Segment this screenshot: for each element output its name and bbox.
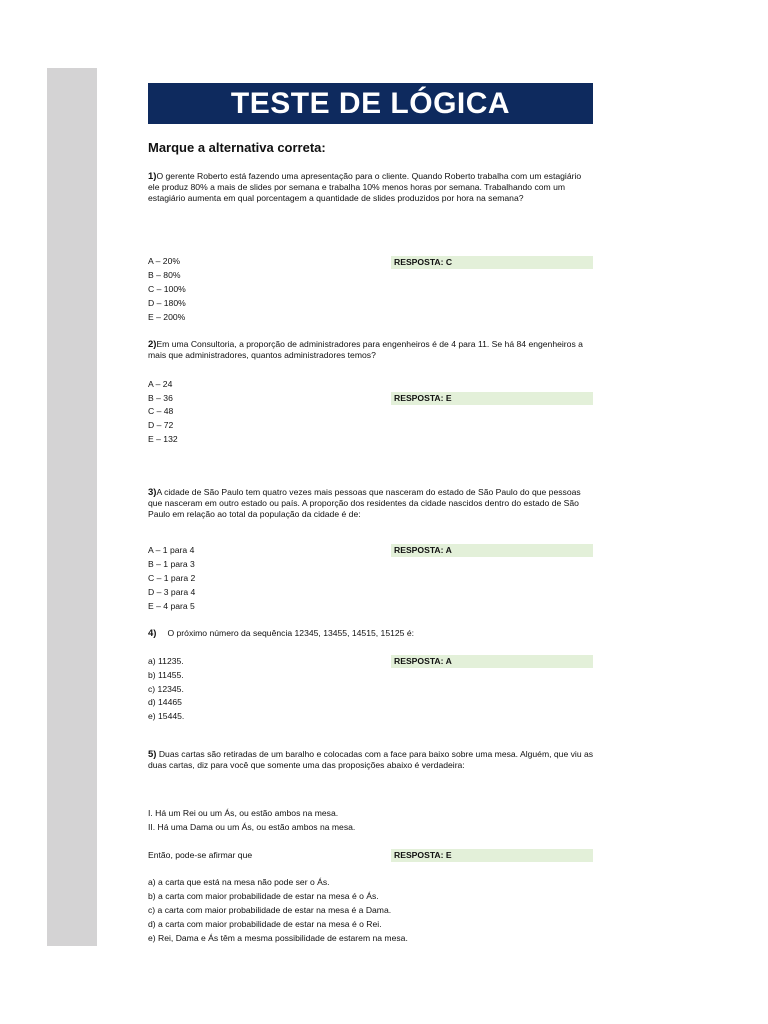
question-4-option: d) 14465 <box>148 697 182 707</box>
question-3-answer: RESPOSTA: A <box>391 544 593 557</box>
question-5-option: b) a carta com maior probabilidade de estar na mesa é o Ás. <box>148 891 379 901</box>
question-1-option: C – 100% <box>148 284 186 294</box>
question-number: 1) <box>148 171 157 182</box>
question-body: Duas cartas são retiradas de um baralho e colocadas com a face para baixo sobre uma mesa. Alguém, que viu as duas cartas, diz para você que somente uma das proposições abaixo é verdadeira: <box>148 749 594 771</box>
question-2-option: B – 36 <box>148 393 173 403</box>
question-2-option: C – 48 <box>148 406 174 416</box>
question-2-text <box>148 339 594 361</box>
question-2-option: E – 132 <box>148 434 178 444</box>
question-1-option: E – 200% <box>148 312 186 322</box>
question-5-statement: II. Há uma Dama ou um Ás, ou estão ambos na mesa. <box>148 822 356 832</box>
question-number: 5) <box>148 749 157 760</box>
question-3-option: E – 4 para 5 <box>148 601 195 611</box>
question-number: 4) <box>148 628 157 639</box>
question-5-answer: RESPOSTA: E <box>391 849 593 862</box>
question-5-option: a) a carta que está na mesa não pode ser o Ás. <box>148 877 330 887</box>
question-number: 2) <box>148 339 157 350</box>
question-5-option: e) Rei, Dama e Ás têm a mesma possibilidade de estarem na mesa. <box>148 933 408 943</box>
question-4-option: c) 12345. <box>148 684 184 694</box>
question-2-option: D – 72 <box>148 420 174 430</box>
question-5-statement: I. Há um Rei ou um Ás, ou estão ambos na mesa. <box>148 808 339 818</box>
question-1-answer: RESPOSTA: C <box>391 256 593 269</box>
question-1-option: D – 180% <box>148 298 186 308</box>
question-3-text <box>148 487 594 519</box>
question-1-text <box>148 171 594 203</box>
question-4-option: b) 11455. <box>148 670 184 680</box>
question-3-option: C – 1 para 2 <box>148 573 196 583</box>
question-body: O gerente Roberto está fazendo uma apresentação para o cliente. Quando Roberto trabalha com um estagiário ele produz 80% a mais de slides por semana e trabalha 10% menos horas por semana. Trabalhando com um estagiário aumenta em qual porcentagem a quantidade de slides produzidos por hora na semana? <box>148 171 582 203</box>
question-2-answer: RESPOSTA: E <box>391 392 593 405</box>
question-3-option: A – 1 para 4 <box>148 545 195 555</box>
page-title: TESTE DE LÓGICA <box>148 83 593 124</box>
question-3-option: D – 3 para 4 <box>148 587 196 597</box>
question-5-prompt: Então, pode-se afirmar que <box>148 850 253 860</box>
question-1-option: A – 20% <box>148 256 181 266</box>
question-5-option: c) a carta com maior probabilidade de estar na mesa é a Dama. <box>148 905 392 915</box>
question-number: 3) <box>148 487 157 498</box>
question-4-text <box>148 628 594 639</box>
question-4-option: a) 11235. <box>148 656 184 666</box>
left-gutter <box>47 68 97 946</box>
question-4-answer: RESPOSTA: A <box>391 655 593 668</box>
question-2-option: A – 24 <box>148 379 173 389</box>
question-1-option: B – 80% <box>148 270 181 280</box>
question-5-option: d) a carta com maior probabilidade de estar na mesa é o Rei. <box>148 919 382 929</box>
question-body: O próximo número da sequência 12345, 13455, 14515, 15125 é: <box>167 628 414 638</box>
question-body: A cidade de São Paulo tem quatro vezes mais pessoas que nasceram do estado de São Paulo do que pessoas que nasceram em outro estado ou país. A proporção dos residentes da cidade nascidos dentro do estado de São Paulo em relação ao total da população da cidade é de: <box>148 487 581 519</box>
question-body: Em uma Consultoria, a proporção de administradores para engenheiros é de 4 para 11. Se há 84 engenheiros a mais que administradores, quantos administradores temos? <box>148 339 583 361</box>
question-4-option: e) 15445. <box>148 711 185 721</box>
question-3-option: B – 1 para 3 <box>148 559 195 569</box>
instruction-heading: Marque a alternativa correta: <box>148 140 326 155</box>
question-5-text <box>148 749 594 771</box>
